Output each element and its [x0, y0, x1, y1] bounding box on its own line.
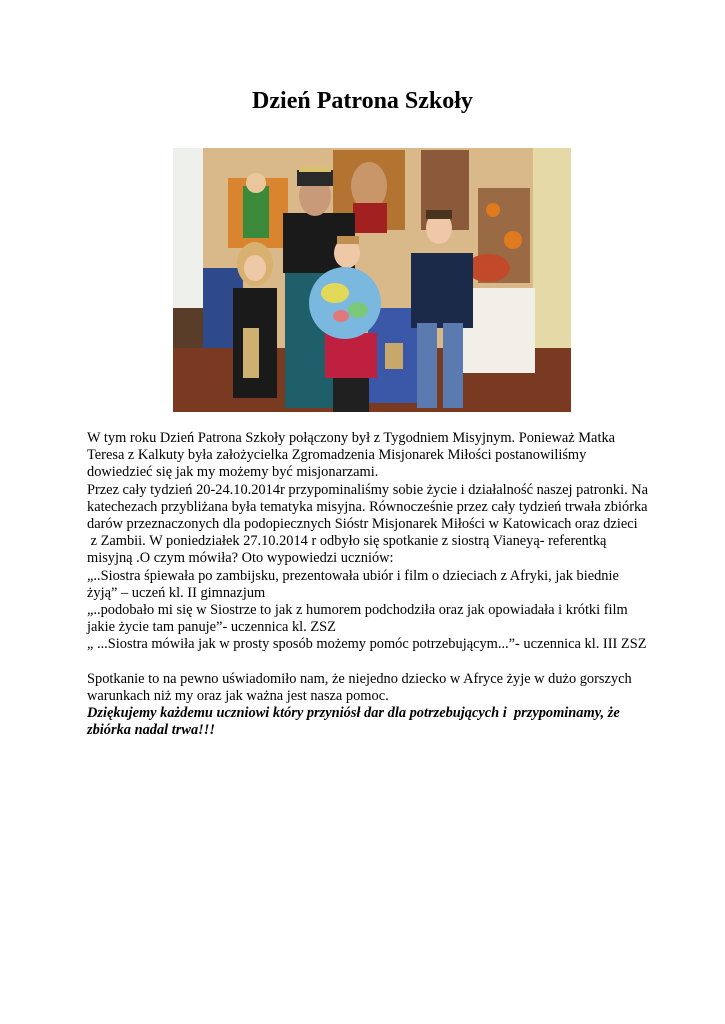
quote-line: „..Siostra śpiewała po zambijsku, prezentowała ubiór i film o dzieciach z Afryki, jak biednie [87, 567, 619, 584]
body-line: Przez cały tydzień 20-24.10.2014r przypominaliśmy sobie życie i działalność naszej patronki. Na [87, 481, 649, 498]
thanks-line: Dziękujemy każdemu uczniowi który przyniósł dar dla potrzebujących i przypominamy, że [87, 705, 620, 722]
body-line: Teresa z Kalkuty była założycielka Zgromadzenia Misjonarek Miłości postanowiliśmy [87, 447, 587, 464]
body-line: darów przeznaczonych dla podopiecznych Sióstr Misjonarek Miłości w Katowicach oraz dzieci [87, 516, 638, 533]
body-line: dowiedzieć się jak my możemy być misjonarzami. [87, 464, 379, 481]
closing-line: Spotkanie to na pewno uświadomiło nam, że niejedno dziecko w Afryce żyje w dużo gorszych [87, 670, 632, 687]
quote-line: „ ...Siostra mówiła jak w prosty sposób możemy pomóc potrzebującym...”- uczennica kl. III ZSZ [87, 636, 647, 653]
thanks-line: zbiórka nadal trwa!!! [87, 722, 215, 739]
body-line: katechezach przybliżana była tematyka misyjna. Równocześnie przez cały tydzień trwała zbiórka [87, 498, 648, 515]
closing-line: warunkach niż my oraz jak ważna jest nasza pomoc. [87, 688, 389, 705]
article-body [87, 430, 687, 740]
event-photo [173, 148, 571, 412]
quote-line: „..podobało mi się w Siostrze to jak z humorem podchodziła oraz jak opowiadała i krótki film [87, 602, 628, 619]
quote-line: żyją” – uczeń kl. II gimnazjum [87, 584, 266, 601]
document-title: Dzień Patrona Szkoły [252, 88, 473, 114]
paragraph-spacer [87, 654, 687, 671]
body-line: W tym roku Dzień Patrona Szkoły połączony był z Tygodniem Misyjnym. Ponieważ Matka [87, 430, 616, 446]
quote-line: jakie życie tam panuje”- uczennica kl. ZSZ [87, 619, 336, 636]
body-line: misyjną .O czym mówiła? Oto wypowiedzi uczniów: [87, 550, 394, 567]
body-line: z Zambii. W poniedziałek 27.10.2014 r odbyło się spotkanie z siostrą Vianeyą- referentką [87, 533, 607, 550]
